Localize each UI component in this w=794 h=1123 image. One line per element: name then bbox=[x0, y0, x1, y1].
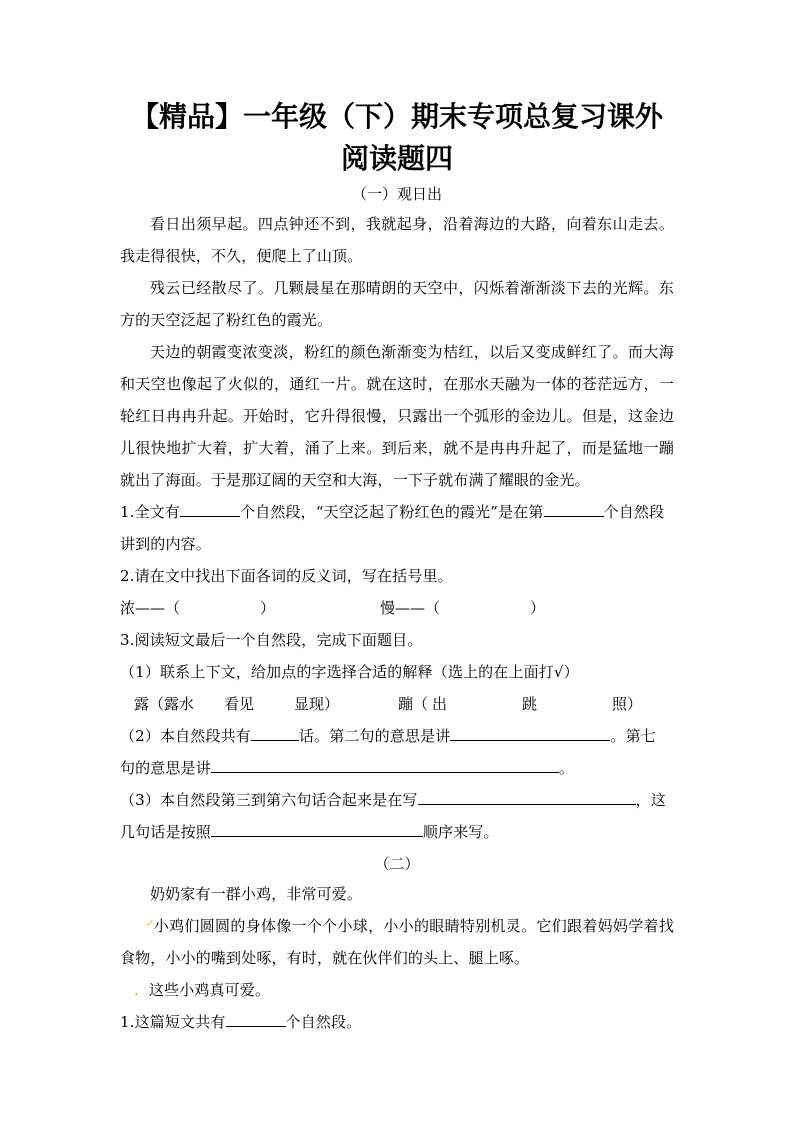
paragraph-text: 小鸡们圆圆的身体像一个个小球，小小的眼睛特别机灵。它们跟着妈妈学着找食物，小小的嘴到处啄，有时，就在伙伴们的头上、腿上啄。 bbox=[120, 917, 674, 967]
paragraph: 残云已经散尽了。几颗晨星在那晴朗的天空中，闪烁着渐渐淡下去的光辉。东方的天空泛起了粉红色的霞光。 bbox=[120, 279, 674, 329]
option-char-beng: 蹦（ bbox=[398, 695, 429, 713]
question-1 bbox=[120, 1006, 674, 1038]
antonym-item bbox=[380, 592, 545, 624]
question-text: 。 bbox=[558, 759, 575, 777]
edit-mark-icon: ⸍ bbox=[146, 917, 154, 935]
antonym-item bbox=[120, 592, 380, 624]
question-3: 3.阅读短文最后一个自然段，完成下面题目。 bbox=[120, 631, 423, 649]
option-char-lu: 露（ bbox=[134, 695, 165, 713]
question-3-sub-3-cont bbox=[120, 816, 674, 848]
question-text: （2）本自然段共有 bbox=[120, 727, 251, 745]
section-2 bbox=[120, 850, 674, 1038]
question-3-sub-3 bbox=[120, 784, 674, 816]
question-text: 句的意思是讲 bbox=[120, 759, 211, 777]
answer-blank[interactable] bbox=[180, 502, 240, 517]
answer-blank[interactable] bbox=[544, 502, 604, 517]
antonym-row bbox=[120, 592, 674, 624]
paragraph bbox=[120, 974, 674, 1006]
question-text: ，这 bbox=[635, 791, 666, 809]
question-3-sub-2-cont bbox=[120, 752, 674, 784]
section-2-title: （二） bbox=[374, 855, 420, 873]
question-text: 个自然段，“天空泛起了粉红色的霞光”是在第 bbox=[240, 503, 544, 521]
option[interactable]: 露水 bbox=[164, 695, 195, 713]
question-2: 2.请在文中找出下面各词的反义词，写在括号里。 bbox=[120, 567, 453, 585]
question-3-sub-2 bbox=[120, 720, 674, 752]
answer-blank[interactable] bbox=[251, 726, 299, 741]
options-row bbox=[120, 688, 674, 720]
answer-blank[interactable] bbox=[418, 790, 636, 805]
question-text: 几句话是按照 bbox=[120, 823, 211, 841]
question-text: 个自然段讲到的内容。 bbox=[120, 503, 665, 553]
question-text: 顺序来写。 bbox=[422, 823, 499, 841]
section-1 bbox=[120, 180, 674, 848]
question-text: 。第七 bbox=[610, 727, 656, 745]
option[interactable]: 出 bbox=[432, 695, 448, 713]
question-text: （3）本自然段第三到第六句话合起来是在写 bbox=[120, 791, 418, 809]
paragraph-text: 这些小鸡真可爱。 bbox=[148, 981, 271, 999]
question-3-sub-1: （1）联系上下文，给加点的字选择合适的解释（选上的在上面打√） bbox=[120, 663, 579, 681]
bracket: ） bbox=[260, 599, 276, 617]
antonym-word: 慢——（ bbox=[380, 599, 441, 617]
paragraph: 看日出须早起。四点钟还不到，我就起身，沿着海边的大路，向着东山走去。我走得很快，不久，便爬上了山顶。 bbox=[120, 215, 674, 265]
section-1-title: （一）观日出 bbox=[351, 185, 442, 203]
edit-mark-icon: . bbox=[134, 981, 139, 999]
document-title bbox=[120, 96, 674, 180]
antonym-word: 浓——（ bbox=[120, 599, 181, 617]
option[interactable]: 显现） bbox=[294, 695, 340, 713]
option[interactable]: 照） bbox=[612, 695, 643, 713]
option[interactable]: 看见 bbox=[224, 695, 255, 713]
option[interactable]: 跳 bbox=[522, 695, 538, 713]
question-text: 1.全文有 bbox=[120, 503, 181, 521]
paragraph bbox=[120, 910, 674, 974]
question-1 bbox=[120, 496, 674, 560]
title-line-2: 阅读题四 bbox=[340, 142, 453, 175]
question-text: 个自然段。 bbox=[285, 1013, 362, 1031]
paragraph: 天边的朝霞变浓变淡，粉红的颜色渐渐变为桔红，以后又变成鲜红了。而大海和天空也像起了火似的，通红一片。就在这时，在那水天融为一体的苍茫远方，一轮红日冉冉升起。开始时，它升得很慢，只露出一个弧形的金边儿。但是，这金边儿很快地扩大着，扩大着，涌了上来。到后来，就不是冉冉升起了，而是猛地一蹦就出了海面。于是那辽阔的天空和大海，一下子就布满了耀眼的金光。 bbox=[120, 343, 674, 489]
question-text: 1.这篇短文共有 bbox=[120, 1013, 226, 1031]
answer-blank[interactable] bbox=[211, 758, 559, 773]
answer-blank[interactable] bbox=[211, 822, 423, 837]
bracket: ） bbox=[530, 599, 546, 617]
question-text: 话。第二句的意思是讲 bbox=[298, 727, 451, 745]
answer-blank[interactable] bbox=[226, 1012, 286, 1027]
paragraph: 奶奶家有一群小鸡，非常可爱。 bbox=[150, 885, 363, 903]
answer-blank[interactable] bbox=[450, 726, 610, 741]
title-line-1: 【精品】一年级（下）期末专项总复习课外 bbox=[130, 100, 663, 133]
